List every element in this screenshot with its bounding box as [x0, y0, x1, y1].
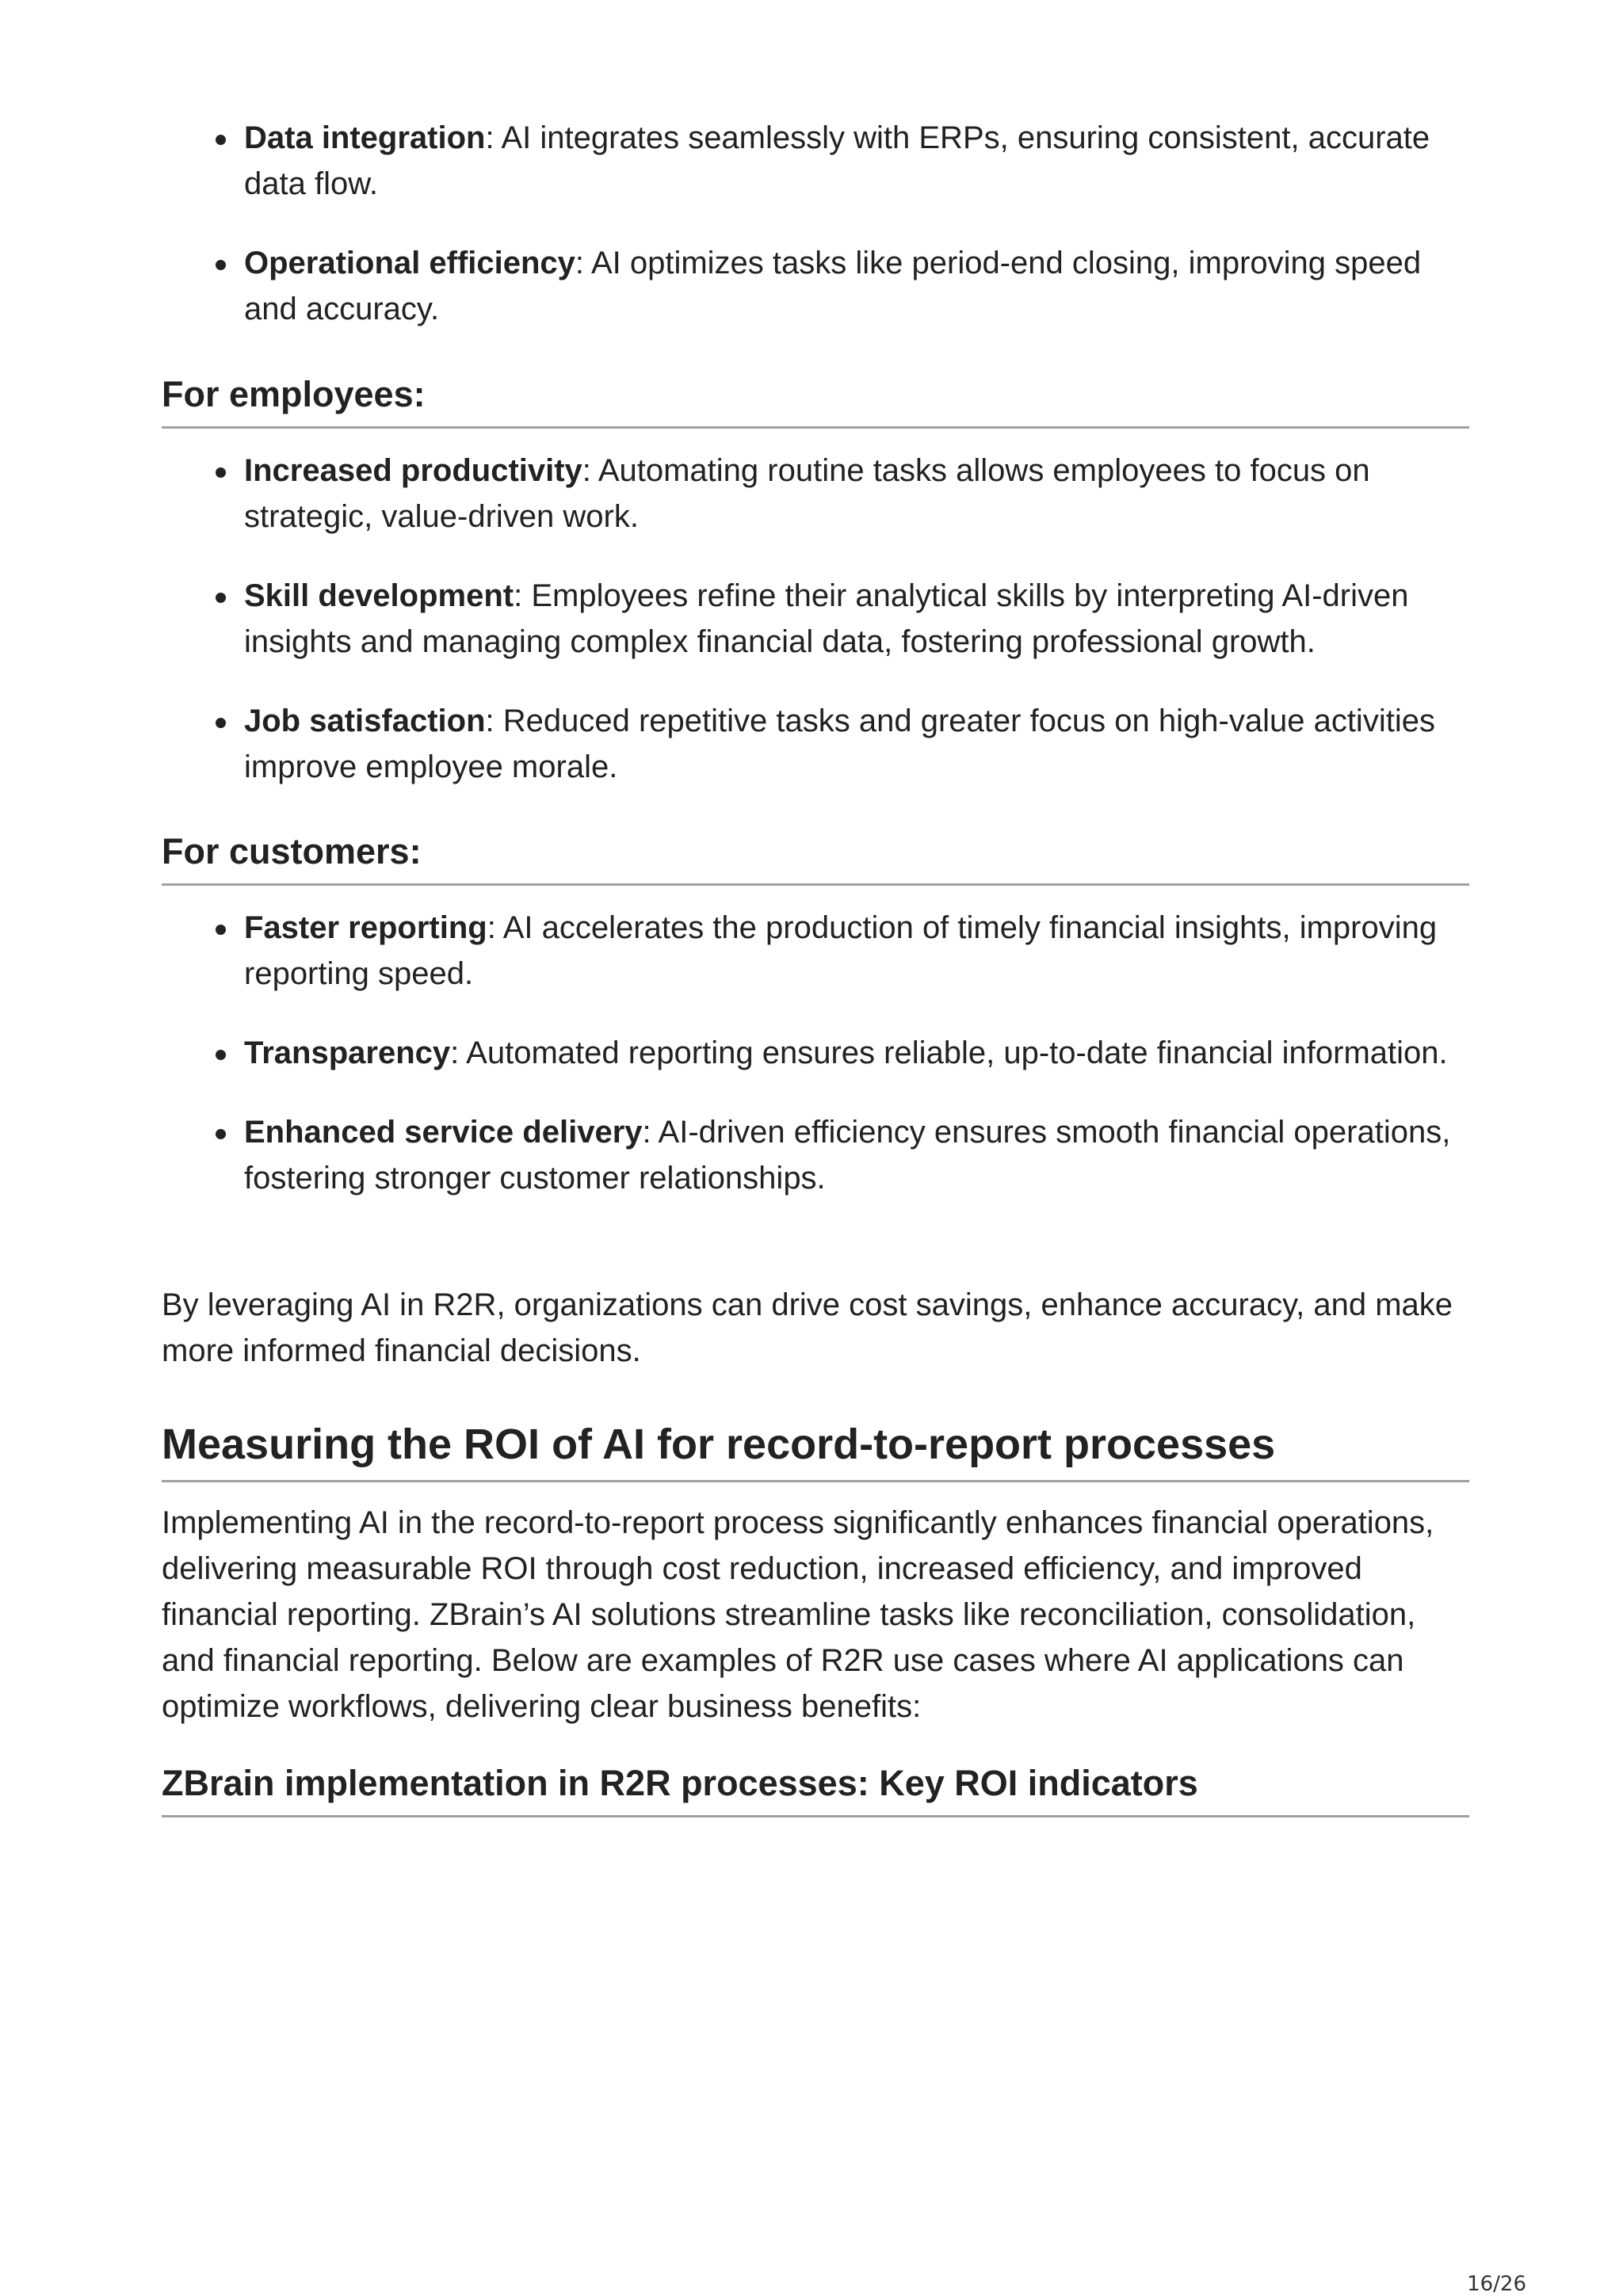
list-item-text: : Automating routine tasks allows employees to focus on strategic, value-driven work. [244, 453, 1370, 534]
list-item-text: : AI-driven efficiency ensures smooth financial operations, fostering stronger customer relationships. [244, 1115, 1451, 1196]
list-item-term: Faster reporting [244, 910, 487, 945]
bullet-icon [216, 260, 226, 270]
bullet-icon [216, 1129, 226, 1139]
bullet-icon [216, 593, 226, 603]
list-item-text: : AI accelerates the production of timely financial insights, improving reporting speed. [244, 910, 1438, 991]
customers-section [162, 830, 1469, 1234]
page-number: 16/26 [1467, 2272, 1526, 2296]
list-item-text: : AI integrates seamlessly with ERPs, ensuring consistent, accurate data flow. [244, 120, 1430, 201]
list-item-term: Skill development [244, 578, 514, 613]
list-item [162, 905, 1469, 997]
list-item-text: : Automated reporting ensures reliable, up-to-date financial information. [450, 1035, 1448, 1070]
list-item-term: Data integration [244, 120, 486, 155]
employees-bullet-list [162, 448, 1469, 790]
roi-section [162, 1418, 1469, 1817]
closing-paragraph: By leveraging AI in R2R, organizations can drive cost savings, enhance accuracy, and make more informed financial decisions. [162, 1287, 1453, 1368]
customers-bullet-list [162, 905, 1469, 1201]
employees-heading: For employees: [162, 372, 1469, 429]
bullet-icon [216, 135, 226, 145]
roi-heading: Measuring the ROI of AI for record-to-report processes [162, 1418, 1469, 1482]
bullet-icon [216, 718, 226, 728]
employees-section [162, 372, 1469, 823]
list-item [162, 240, 1469, 332]
list-item [162, 1109, 1469, 1201]
intro-bullet-list [162, 115, 1469, 365]
list-item-term: Increased productivity [244, 453, 582, 488]
roi-paragraph: Implementing AI in the record-to-report process significantly enhances financial operations, delivering measurable ROI through cost reduction, increased efficiency, and improved financial reporting. ZBrain’s AI solutions streamline tasks like reconciliation, consolidation, and financial reporting. Below are examples of R2R use cases where AI applications can optimize workflows, delivering clear business benefits: [162, 1505, 1434, 1724]
list-item-term: Operational efficiency [244, 246, 575, 280]
list-item [162, 448, 1469, 540]
list-item [162, 1030, 1469, 1076]
list-item [162, 698, 1469, 790]
list-item-term: Job satisfaction [244, 704, 486, 738]
list-item-term: Transparency [244, 1035, 451, 1070]
list-item-text: : Reduced repetitive tasks and greater focus on high-value activities improve employee morale. [244, 704, 1435, 784]
roi-subheading: ZBrain implementation in R2R processes: Key ROI indicators [162, 1761, 1469, 1817]
list-item-text: : Employees refine their analytical skills by interpreting AI-driven insights and managing complex financial data, fostering professional growth. [244, 578, 1409, 659]
list-item-term: Enhanced service delivery [244, 1115, 643, 1150]
bullet-icon [216, 925, 226, 935]
customers-heading: For customers: [162, 830, 1469, 886]
bullet-icon [216, 467, 226, 478]
list-item [162, 573, 1469, 665]
list-item-text: : AI optimizes tasks like period-end closing, improving speed and accuracy. [244, 246, 1422, 326]
bullet-icon [216, 1050, 226, 1060]
list-item [162, 115, 1469, 207]
